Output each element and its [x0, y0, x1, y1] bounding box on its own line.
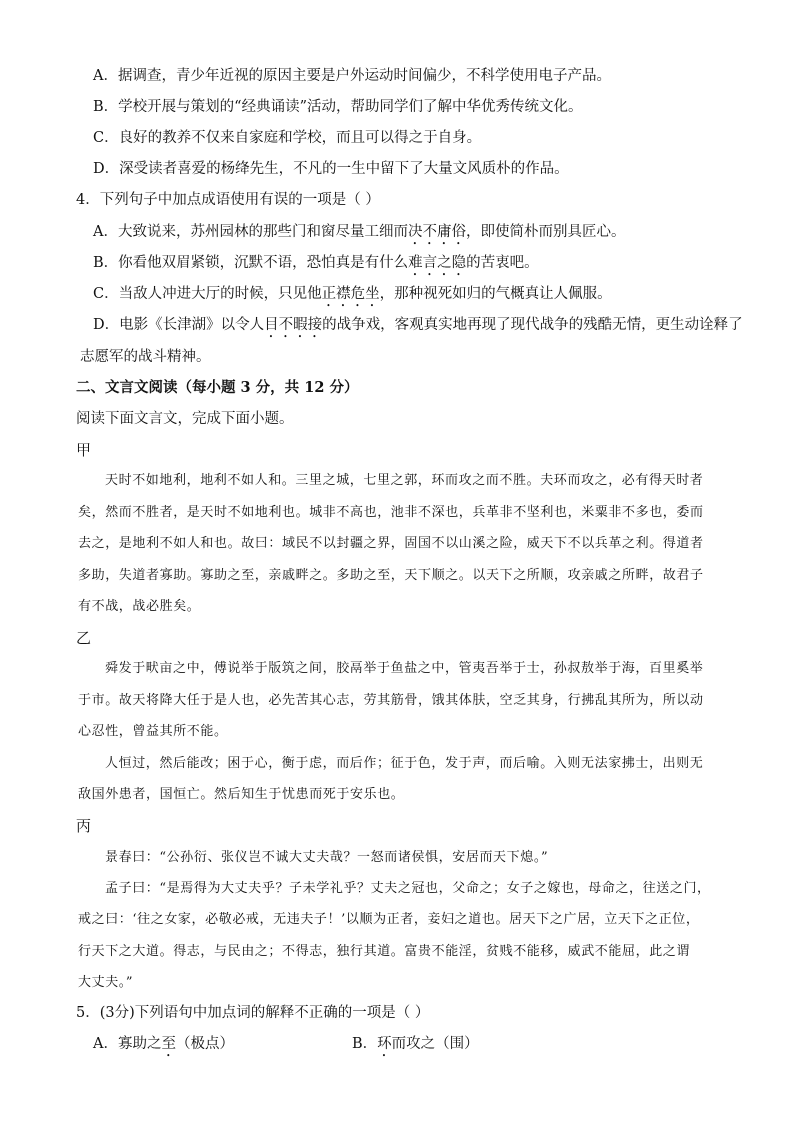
passage-yi-line: 心忍性，曾益其所不能。	[78, 724, 228, 739]
passage-bing-line: 行天下之大道。得志，与民由之；不得志，独行其道。富贵不能淫，贫贱不能移，威武不能屈，此之谓	[78, 944, 691, 959]
q5-option-b-post: 而攻之（围）	[391, 1036, 479, 1052]
q5-option-a	[93, 1034, 234, 1060]
q4-option-b	[93, 253, 539, 279]
q5-option-a-post: （极点）	[175, 1036, 234, 1052]
q4-option-c-post: ，那种视死如归的气概真让人佩服。	[379, 286, 612, 302]
q3-option-c: C．良好的教养不仅来自家庭和学校，而且可以得之于自身。	[93, 130, 482, 146]
passage-bing-label: 丙	[76, 817, 92, 835]
q4-option-b-pre: B．你看他双眉紧锁，沉默不语，恐怕真是有什么	[93, 255, 409, 271]
passage-bing-line: 景春曰：“公孙衍、张仪岂不诚大丈夫哉？一怒而诸侯惧，安居而天下熄。”	[105, 850, 549, 865]
passage-jia-line: 多助，失道者寡助。寡助之至，亲戚畔之。多助之至，天下顺之。以天下之所顺，攻亲戚之所畔，故君子	[78, 568, 704, 583]
passage-yi-label: 乙	[76, 629, 92, 647]
q4-option-b-post: 的苦衷吧。	[466, 255, 539, 271]
q4-option-d	[93, 315, 743, 341]
q4-option-a-pre: A．大致说来，苏州园林的那些门和窗尽量工细而	[93, 224, 408, 240]
q4-option-c	[93, 284, 612, 310]
passage-bing-line: 戒之曰：‘往之女家，必敬必戒，无违夫子！’以顺为正者，妾妇之道也。居天下之广居，立天下之正位，	[78, 912, 700, 927]
passage-jia-line: 去之，是地利不如人和也。故曰：域民不以封疆之界，固国不以山溪之险，威天下不以兵革之利。得道者	[78, 536, 704, 551]
q4-option-b-idiom: 难言之隐	[408, 255, 467, 271]
q4-option-d-idiom: 目不暇接	[264, 317, 323, 333]
q4-option-d-continued: 志愿军的战斗精神。	[80, 349, 211, 365]
q5-option-b-word: 环	[377, 1036, 392, 1052]
passage-bing-line: 大丈夫。”	[78, 975, 134, 990]
passage-yi-line: 于市。故天将降大任于是人也，必先苦其心志，劳其筋骨，饿其体肤，空乏其身，行拂乱其所为，所以动	[78, 693, 704, 708]
passage-jia-line: 有不战，战必胜矣。	[78, 599, 201, 614]
q5-option-b-pre: B．	[352, 1036, 378, 1052]
q5-option-b	[352, 1034, 479, 1060]
q3-option-a: A．据调查，青少年近视的原因主要是户外运动时间偏少，不科学使用电子产品。	[93, 68, 611, 84]
q5-option-a-pre: A．寡助之	[93, 1036, 162, 1052]
passage-jia-label: 甲	[76, 441, 92, 459]
section-2-title: 二、文言文阅读（每小题 3 分，共 12 分）	[76, 379, 359, 396]
passage-bing-line: 孟子曰：“是焉得为大丈夫乎？子未学礼乎？丈夫之冠也，父命之；女子之嫁也，母命之，往送之门，	[105, 881, 711, 896]
q5-stem: 5．(3分)下列语句中加点词的解释不正确的一项是（ ）	[76, 1005, 430, 1021]
passage-jia-line: 矣，然而不胜者，是天时不如地利也。城非不高也，池非不深也，兵革非不坚利也，米粟非不多也，委而	[78, 505, 704, 520]
q4-option-a-idiom: 决不庸俗	[407, 224, 466, 240]
passage-yi-line: 舜发于畎亩之中，傅说举于版筑之间，胶鬲举于鱼盐之中，管夷吾举于士，孙叔敖举于海，百里奚举	[105, 661, 704, 676]
q4-option-c-pre: C．当敌人冲进大厅的时候，只见他	[93, 286, 322, 302]
q5-option-a-word: 至	[161, 1036, 176, 1052]
q3-option-d: D．深受读者喜爱的杨绛先生，不凡的一生中留下了大量文风质朴的作品。	[93, 161, 569, 177]
q4-option-d-post: 的战争戏，客观真实地再现了现代战争的残酷无情，更生动诠释了	[322, 317, 743, 333]
section-2-instruction: 阅读下面文言文，完成下面小题。	[76, 411, 294, 427]
passage-yi-line: 敌国外患者，国恒亡。然后知生于忧患而死于安乐也。	[78, 787, 405, 802]
q4-option-a-post: ，即使简朴而别具匠心。	[465, 224, 626, 240]
q4-option-d-pre: D．电影《长津湖》以令人	[93, 317, 265, 333]
q4-option-a	[93, 222, 625, 248]
passage-yi-line: 人恒过，然后能改；困于心，衡于虑，而后作；征于色，发于声，而后喻。入则无法家拂士，出则无	[105, 756, 704, 771]
q3-option-b: B．学校开展与策划的“经典诵读”活动，帮助同学们了解中华优秀传统文化。	[93, 99, 583, 115]
q4-option-c-idiom: 正襟危坐	[321, 286, 380, 302]
passage-jia-line: 天时不如地利，地利不如人和。三里之城，七里之郭，环而攻之而不胜。夫环而攻之，必有得天时者	[105, 473, 704, 488]
q4-stem: 4．下列句子中加点成语使用有误的一项是（ ）	[76, 192, 380, 208]
